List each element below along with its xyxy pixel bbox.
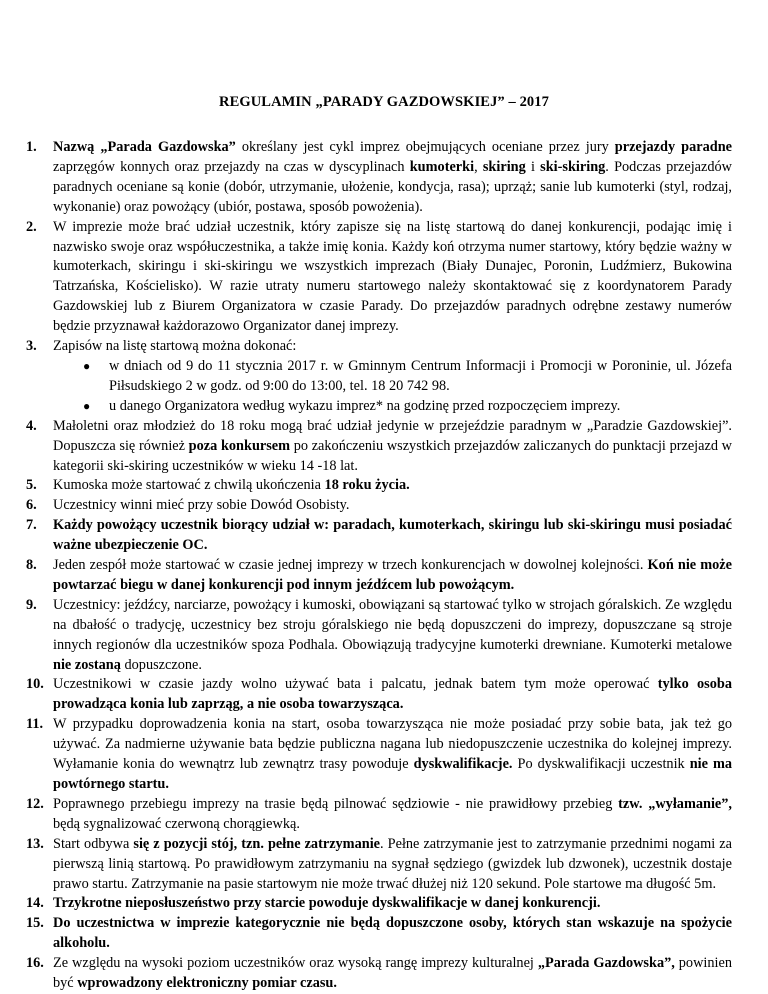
rule-item (26, 417, 732, 477)
rule-text-bold: przejazdy paradne (614, 139, 732, 155)
rule-item (26, 835, 732, 895)
rule-text (53, 418, 732, 474)
rule-text-segment: będą sygnalizować czerwoną chorągiewką. (53, 815, 300, 832)
rule-text-bold: ski-skiring (540, 158, 606, 175)
rule-text-bold: „Parada Gazdowska”, (537, 955, 675, 972)
rule-text-bold: się z pozycji stój, tzn. pełne zatrzymanie (133, 835, 381, 852)
rule-text (53, 597, 732, 673)
rule-item (26, 218, 732, 337)
bullet-icon: ● (83, 358, 91, 373)
rule-text (53, 219, 732, 335)
rule-text (53, 139, 732, 215)
bullet-text: u danego Organizatora według wykazu imprez* na godzinę przed rozpoczęciem imprezy. (109, 397, 621, 414)
rule-text-bold: Trzykrotne nieposłuszeństwo przy starcie powoduje dyskwalifikacje w danej konkurencji. (53, 895, 601, 912)
rule-item (26, 715, 732, 795)
rule-text-segment: określany jest cykl imprez obejmujących oceniane przez jury (235, 139, 615, 155)
rule-text-bold: Nazwą „Parada Gazdowska” (53, 139, 236, 155)
rule-text-segment: Zapisów na listę startową można dokonać: (53, 338, 297, 355)
rule-text-bold: nie zostaną (53, 656, 121, 673)
rule-text-segment: Po dyskwalifikacji uczestnik (512, 756, 690, 773)
rule-text-bold: Koń nie może powtarzać biegu w danej konkurencji pod innym jeźdźcem lub powożącym. (53, 557, 732, 593)
rule-text-bold: skiring (482, 158, 526, 175)
rule-item (26, 914, 732, 954)
rule-item (26, 496, 732, 516)
rule-item (26, 556, 732, 596)
rule-text-bold: nie ma powtórnego startu. (53, 756, 733, 792)
rule-number: 2. (26, 218, 37, 235)
rule-item (26, 516, 732, 556)
rule-number: 3. (26, 338, 37, 355)
rule-number: 13. (26, 835, 44, 852)
rule-item (26, 596, 732, 676)
rule-text-bold: Każdy powożący uczestnik biorący udział w: paradach, kumoterkach, skiringu lub ski-skiringu musi posiadać ważne ubezpieczenie OC. (53, 517, 732, 554)
rule-text (53, 517, 732, 553)
rule-text-bold: poza konkursem (188, 437, 291, 454)
rule-number: 5. (26, 477, 37, 494)
rule-text-segment: i (525, 158, 541, 175)
rule-text-segment: po zakończeniu wszystkich przejazdów zaliczanych do punktacji przejazd w kategorii ski-skiring uczestników w wieku 14 -18 lat. (53, 437, 732, 474)
rule-number: 11. (26, 716, 44, 733)
rule-number: 15. (26, 915, 44, 932)
rule-number: 14. (26, 895, 44, 912)
rule-text-segment: powinien być (53, 955, 732, 992)
rule-text-segment: W imprezie może brać udział uczestnik, który zapisze się na listę startową do danej konkurencji, podając imię i nazwisko swoje oraz współuczestnika, a także imię konia. Każdy koń otrzyma numer startowy, który będzie ważny w kumoterkach, skiringu i ski-skiringu we wszystkich imprezach (Biały Dunajec, Poronin, Ludźmierz, Bukowina Tatrzańska, Kościelisko). W razie utraty numeru startowego należy skontaktować się z koordynatorem Parady Gazdowskiej lub z Biurem Organizatora w czasie Parady. Do przejazdów paradnych odrębne zestawy numerów będzie przyznawał każdorazowo Organizator danej imprezy. (53, 218, 732, 335)
rule-text (53, 477, 410, 493)
rule-item (26, 795, 732, 835)
rule-text (53, 895, 600, 911)
rule-item (26, 476, 732, 496)
rule-text-segment: zaprzęgów konnych oraz przejazdy na czas w dyscyplinach (53, 158, 410, 175)
rule-text-segment: , (474, 158, 483, 175)
rule-number: 16. (26, 955, 44, 972)
rule-item (26, 954, 732, 994)
rule-text-bold: tzw. „wyłamanie”, (618, 795, 732, 812)
rule-text-bold: dyskwalifikacje. (413, 756, 513, 773)
rule-text-segment: Uczestnicy: jeźdźcy, narciarze, powożący i kumoski, obowiązani są startować tylko w strojach góralskich. Ze względu na dbałość o tradycję, uczestnicy bez stroju góralskiego nie będą dopuszczeni do imprezy, dopuszczane są stroje innych regionów dla uczestników spoza Podhala. Obowiązują tradycyjne kumoterki drewniane. Kumoterki metalowe (53, 596, 732, 653)
rule-text-segment: Ze względu na wysoki poziom uczestników oraz wysoką rangę imprezy kulturalnej (53, 955, 538, 972)
rule-text (53, 836, 732, 892)
rule-text-bold: kumoterki (409, 158, 475, 175)
rule-text-bold: wprowadzony elektroniczny pomiar czasu. (77, 975, 337, 992)
rule-text-segment: dopuszczone. (120, 656, 202, 673)
rule-text (53, 557, 732, 593)
rule-text (53, 338, 296, 354)
rule-text-segment: . Pełne zatrzymanie jest to zatrzymanie przednimi nogami za pierwszą linią startową. Po prawidłowym zatrzymaniu na sygnał sędziego (gwizdek lub dzwonek), uczestnik dostaje prawo startu. Zatrzymanie na pasie startowym nie może trwać dłużej niż 120 sekund. Pole startowe ma długość 5m. (53, 835, 732, 892)
rule-text-segment: W przypadku doprowadzenia konia na start, osoba towarzysząca nie może posiadać przy sobie bata, jak też go używać. Za nadmierne używanie bata będzie publiczna nagana lub niedopuszczenie uczestnika do kolejnej imprezy. Wyłamanie konia do wewnątrz lub zewnątrz trasy powoduje (53, 716, 732, 773)
rule-item (26, 337, 732, 417)
rule-bullet-item (53, 397, 732, 417)
rule-text (53, 497, 349, 513)
rule-number: 12. (26, 795, 44, 812)
rule-text (53, 676, 732, 712)
rule-item (26, 675, 732, 715)
rule-text-segment: Poprawnego przebiegu imprezy na trasie będą pilnować sędziowie - nie prawidłowy przebieg (53, 795, 619, 812)
rule-bullet-item (53, 357, 732, 397)
rule-text-bold: tylko osoba prowadząca konia lub zaprząg, a nie osoba towarzysząca. (53, 676, 732, 713)
rule-number: 4. (26, 417, 37, 434)
rule-text-segment: Jeden zespół może startować w czasie jednej imprezy w trzech konkurencjach w dowolnej kolejności. (53, 557, 648, 574)
rule-text-segment: Małoletni oraz młodzież do 18 roku mogą brać udział jedynie w przejeździe paradnym w „Paradzie Gazdowskiej”. Dopuszcza się również (53, 417, 732, 454)
rules-list (26, 138, 732, 994)
rule-number: 9. (26, 596, 37, 613)
rule-text-segment: Uczestnicy winni mieć przy sobie Dowód Osobisty. (53, 497, 350, 514)
rule-text (53, 955, 732, 991)
rule-text (53, 915, 732, 951)
rule-number: 10. (26, 676, 44, 693)
rule-text (53, 716, 732, 792)
rule-bullet-list (53, 357, 732, 417)
rule-text-segment: Kumoska może startować z chwilą ukończenia (53, 477, 325, 494)
rule-item (26, 894, 732, 914)
rule-text-segment: Uczestnikowi w czasie jazdy wolno używać bata i palcatu, jednak batem tym może operować (53, 676, 658, 693)
rule-number: 7. (26, 517, 37, 534)
rule-text-bold: 18 roku życia. (324, 477, 410, 494)
rule-number: 1. (26, 139, 37, 155)
rule-item (26, 138, 732, 218)
rule-text-segment: . Podczas przejazdów paradnych oceniane są konie (dobór, utrzymanie, ułożenie, kondycja, rasa); uprząż; sanie lub kumoterki (styl, rodzaj, wykonanie) oraz powożący (ubiór, postawa, sposób powożenia). (53, 158, 732, 215)
rule-number: 8. (26, 557, 37, 574)
bullet-text: w dniach od 9 do 11 stycznia 2017 r. w Gminnym Centrum Informacji i Promocji w Poroninie, ul. Józefa Piłsudskiego 2 w godz. od 9:00 do 13:00, tel. 18 20 742 98. (109, 357, 732, 394)
rule-text-segment: Start odbywa (53, 835, 134, 852)
bullet-icon: ● (83, 398, 91, 413)
rule-number: 6. (26, 497, 37, 514)
document-title: REGULAMIN „PARADY GAZDOWSKIEJ” – 2017 (219, 94, 549, 110)
rule-text-bold: Do uczestnictwa w imprezie kategorycznie nie będą dopuszczone osoby, których stan wskazuje na spożycie alkoholu. (53, 915, 732, 952)
rule-text (53, 796, 732, 832)
